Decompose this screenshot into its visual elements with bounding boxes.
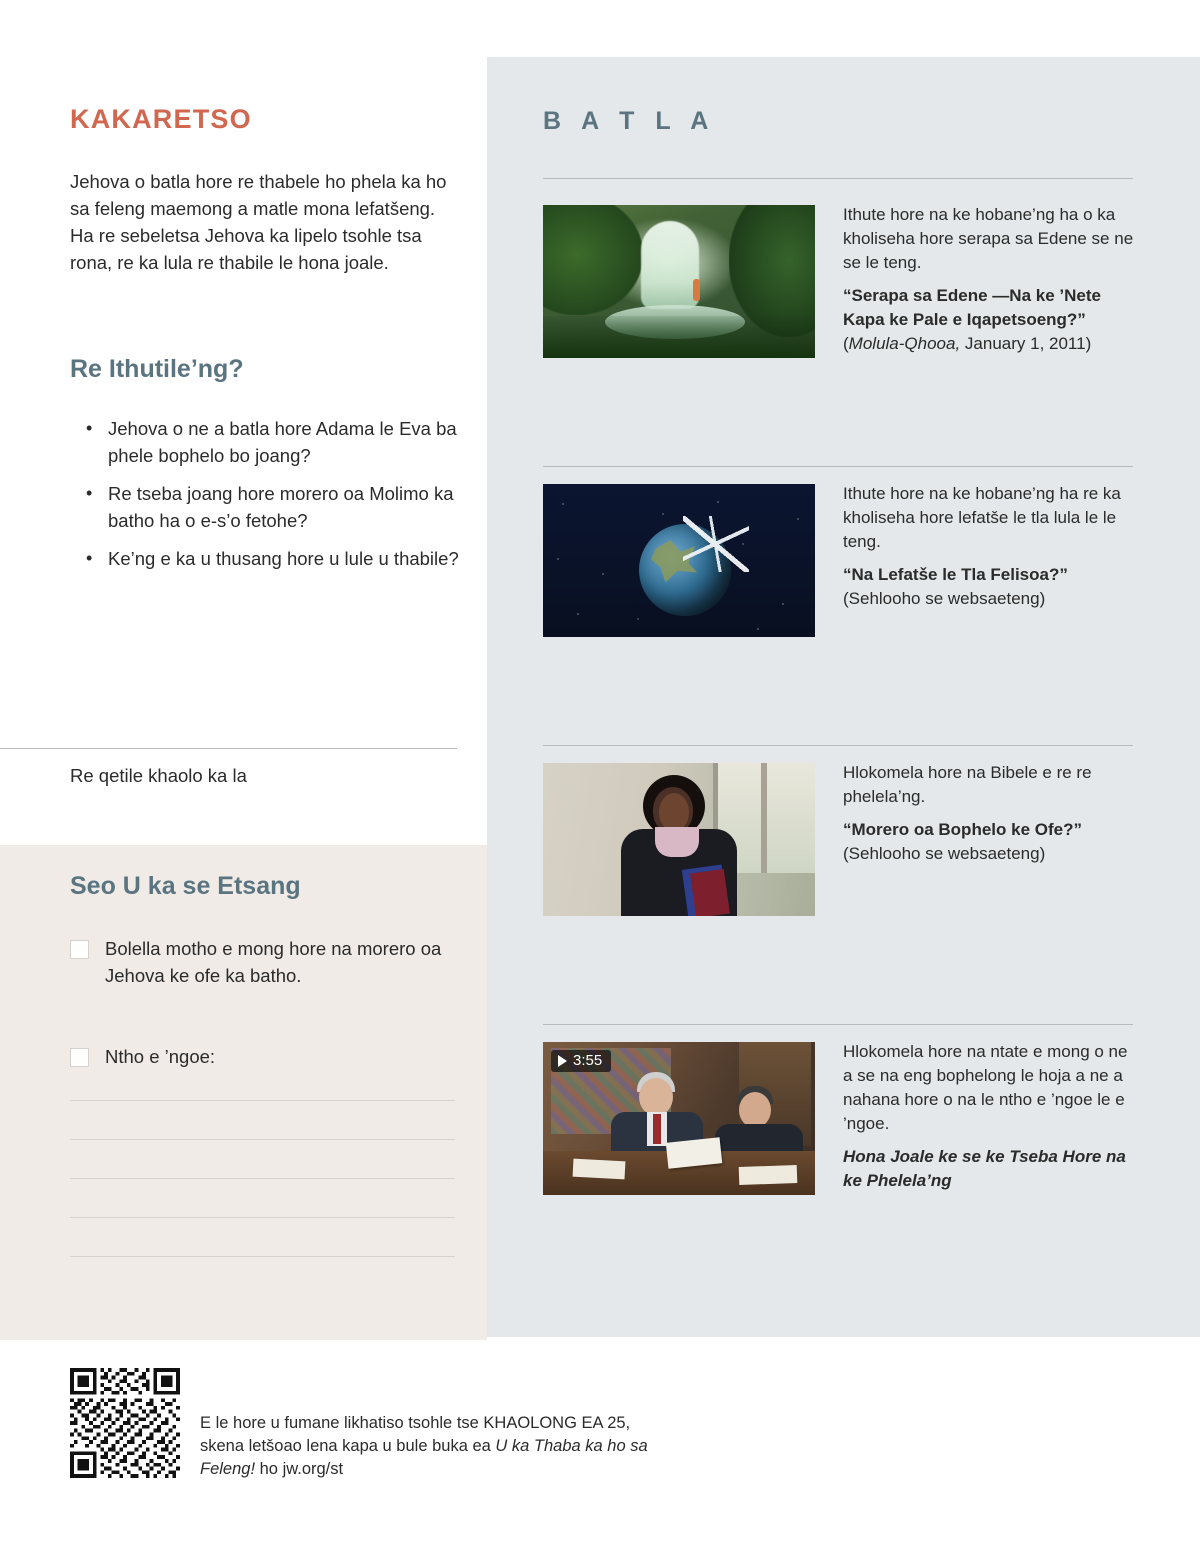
garden-waterfall-illustration[interactable] [543,205,815,358]
learned-question-list [78,415,493,583]
resource-entry-text [843,482,1135,611]
write-line[interactable] [70,1256,455,1257]
checklist-item-1[interactable] [70,935,455,989]
resource-entry-text [843,761,1135,866]
section-heading-learned: Re Ithutile’ng? [70,355,244,383]
qr-code-image[interactable] [70,1368,180,1478]
list-item: • Jehova o ne a batla hore Adama le Eva ba phele bophelo bo joang? [108,415,493,469]
write-in-lines[interactable] [70,1100,455,1295]
write-line[interactable] [70,1139,455,1140]
entry-title[interactable]: “Na Lefatše le Tla Felisoa?” [843,565,1068,584]
checklist-item-2[interactable] [70,1043,455,1070]
footer-book-title-b: Feleng! [200,1460,256,1478]
checkbox-icon[interactable] [70,1048,89,1067]
entry-lead: Hlokomela hore na ntate e mong o ne a se na eng bophelong le hoja a ne a nahana hore o na le ntho e ’ngoe le e ’ngoe. [843,1042,1128,1133]
qr-code[interactable] [70,1368,180,1478]
entry-source: (Molula-Qhooa, January 1, 2011) [843,334,1092,353]
checklist-item-1-label: Bolella motho e mong hore na morero oa Jehova ke ofe ka batho. [105,938,442,986]
write-line[interactable] [70,1178,455,1179]
play-icon [558,1055,567,1067]
entry-source-publication: Molula-Qhooa, [848,334,961,353]
footer-website[interactable]: ho jw.org/st [255,1460,344,1478]
resource-entry-text [843,1040,1135,1193]
write-line[interactable] [70,1217,455,1218]
section-heading-batla: B A T L A [543,107,716,135]
entry-lead: Ithute hore na ke hobane’ng ha o ka kholiseha hore serapa sa Edene se ne se le teng. [843,205,1134,272]
chapter-finished-label: Re qetile khaolo ka la [70,765,247,786]
resource-entry-text [843,203,1135,356]
footer-line-1: E le hore u fumane likhatiso tsohle tse KHAOLONG EA 25, [200,1414,631,1432]
entry-source-date: January 1, 2011 [960,334,1086,353]
woman-with-folder-photo[interactable] [543,763,815,916]
footer-instructions [200,1412,760,1481]
video-duration-label: 3:55 [573,1052,603,1069]
write-line[interactable] [70,1100,455,1101]
entry-title[interactable]: “Morero oa Bophelo ke Ofe?” [843,820,1082,839]
entry-lead: Hlokomela hore na Bibele e re re phelela’ng. [843,763,1092,806]
video-duration-badge[interactable] [551,1050,611,1072]
divider [543,1024,1133,1025]
checkbox-icon[interactable] [70,940,89,959]
divider [543,745,1133,746]
divider [0,748,457,749]
footer-book-title-a: U ka Thaba ka ho sa [495,1437,648,1455]
list-item: • Ke’ng e ka u thusang hore u lule u thabile? [108,545,493,572]
intro-paragraph: Jehova o batla hore re thabele ho phela ka ho sa feleng maemong a matle mona lefatšeng. Ha re sebeletsa Jehova ka lipelo tsohle tsa rona, re ka lula re thabile le hona joale. [70,171,447,273]
two-men-bible-study-video[interactable] [543,1042,815,1195]
entry-source: (Sehlooho se websaeteng) [843,844,1046,863]
entry-title[interactable]: Hona Joale ke se ke Tseba Hore na ke Phelela’ng [843,1147,1126,1190]
divider [543,466,1133,467]
entry-title[interactable]: “Serapa sa Edene —Na ke ’Nete Kapa ke Pale e Iqapetsoeng?” [843,286,1101,329]
checklist-item-2-label: Ntho e ’ngoe: [105,1046,216,1067]
section-heading-do: Seo U ka se Etsang [70,872,301,900]
entry-source: (Sehlooho se websaeteng) [843,589,1046,608]
footer-line-2: skena letšoao lena kapa u bule buka ea [200,1437,496,1455]
list-item: • Re tseba joang hore morero oa Molimo ka batho ha o e-s’o fetohe? [108,480,493,534]
divider [543,178,1133,179]
earth-in-space-illustration[interactable] [543,484,815,637]
page-title: KAKARETSO [70,104,252,134]
entry-lead: Ithute hore na ke hobane’ng ha re ka kholiseha hore lefatše le tla lula le le teng. [843,484,1121,551]
